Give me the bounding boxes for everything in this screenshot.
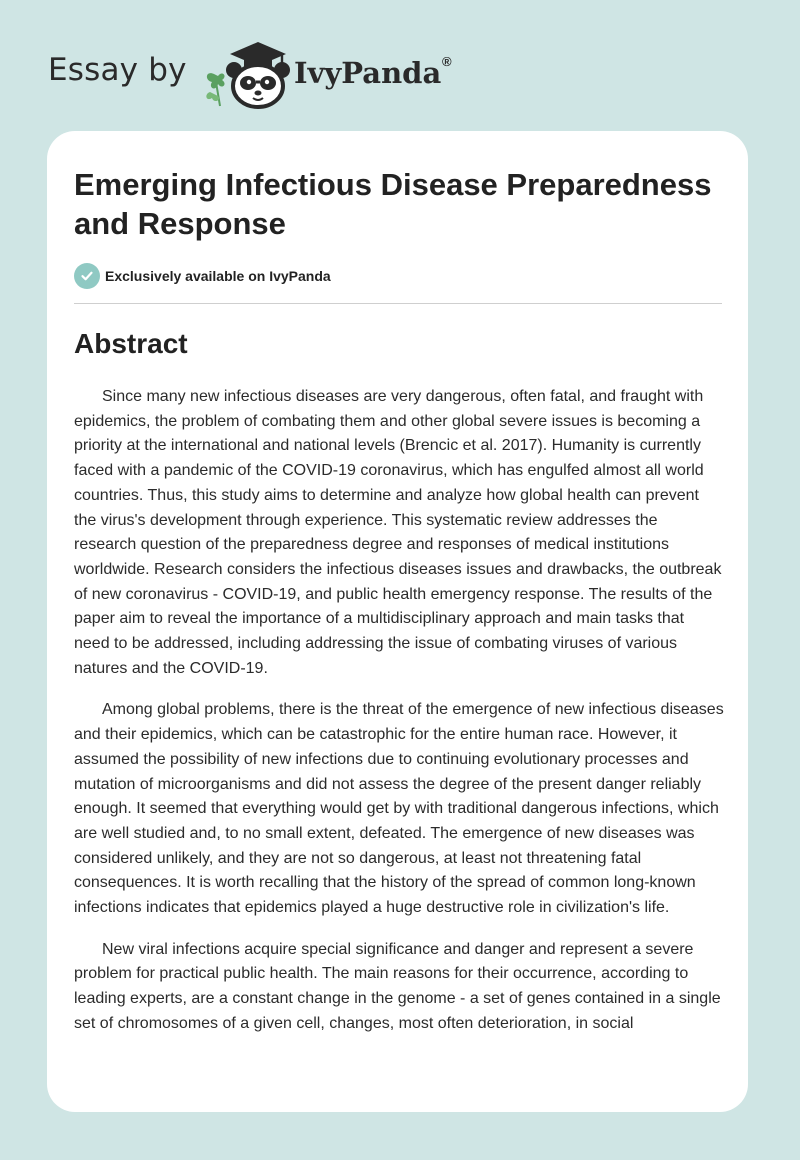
title-divider bbox=[74, 303, 722, 304]
brand-name[interactable]: IvyPanda bbox=[294, 56, 442, 90]
registered-mark: ® bbox=[442, 54, 452, 69]
exclusive-badge bbox=[74, 263, 331, 289]
site-header bbox=[0, 0, 800, 130]
panda-graduate-logo-icon[interactable] bbox=[200, 36, 292, 110]
body-paragraph: Since many new infectious diseases are very dangerous, often fatal, and fraught with epidemics, the problem of combating them and other global severe issues is becoming a priority at the international and national levels (Brencic et al. 2017). Humanity is currently faced with a pandemic of the COVID-19 coronavirus, which has engulfed almost all world countries. Thus, this study aims to determine and analyze how global health can prevent the virus's development through experience. This systematic review addresses the research question of the preparedness degree and responses of medical institutions worldwide. Research considers the infectious diseases issues and drawbacks, the outbreak of new coronavirus - COVID-19, and public health emergency response. The results of the paper aim to reveal the importance of a multidisciplinary approach and main tasks that need to be addressed, including addressing the issue of combating viruses of various natures and the COVID-19. bbox=[74, 388, 722, 677]
essay-card bbox=[47, 131, 748, 1112]
brand-prefix: Essay by bbox=[48, 52, 187, 88]
exclusive-label: Exclusively available on IvyPanda bbox=[105, 268, 331, 284]
essay-body bbox=[74, 385, 724, 1054]
body-paragraph: Among global problems, there is the threat of the emergence of new infectious diseases and their epidemics, which can be catastrophic for the entire human race. However, it assumed the possibility of new infections due to continuing evolutionary processes and mutation of microorganisms and did not assess the degree of the present danger reliably enough. It seemed that everything would get by with traditional dangerous infections, which are well studied and, to no small extent, defeated. The emergence of new diseases was considered unlikely, and they are not so dangerous, at least not threatening fatal consequences. It is worth recalling that the history of the spread of common long-known infections indicates that epidemics played a huge destructive role in civilization's life. bbox=[74, 701, 724, 917]
section-heading-abstract: Abstract bbox=[74, 328, 188, 359]
body-paragraph: New viral infections acquire special significance and danger and represent a severe problem for practical public health. The main reasons for their occurrence, according to leading experts, are a constant change in the genome - a set of genes contained in a single set of chromosomes of a given cell, changes, most often deterioration, in social bbox=[74, 940, 721, 1032]
page-title: Emerging Infectious Disease Preparedness and Response bbox=[74, 167, 712, 241]
check-circle-icon bbox=[74, 263, 100, 289]
